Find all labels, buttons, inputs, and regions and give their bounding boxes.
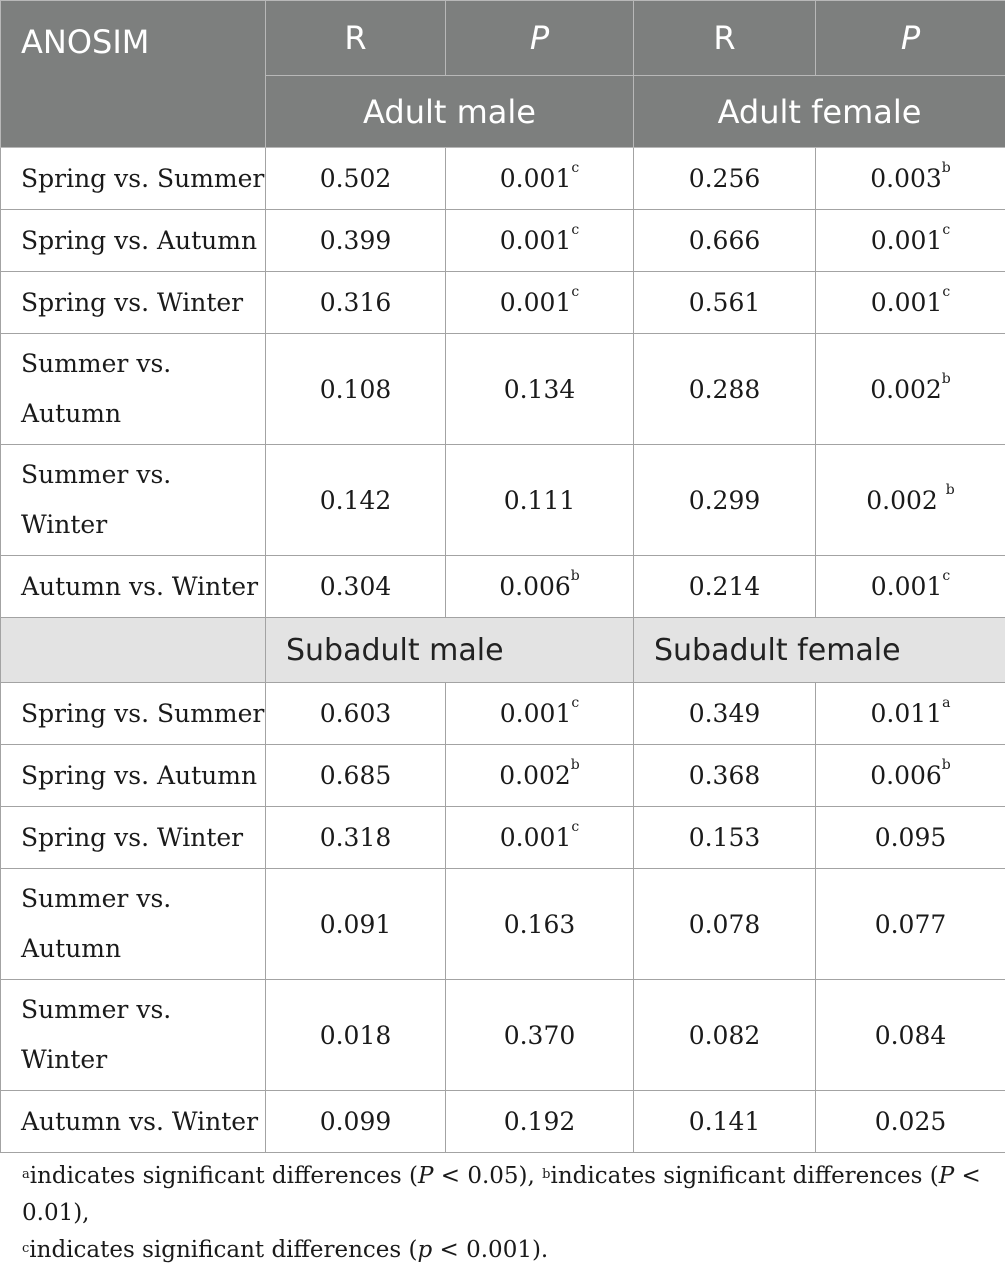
significance-mark: c [942,568,950,584]
p-value-right [816,334,1005,445]
comparison-label-value: Spring vs. Autumn [21,226,257,255]
r-value-left-value: 0.099 [320,1107,392,1136]
comparison-label-value: Summer vs. Autumn [21,349,171,428]
r-value-right-value: 0.368 [689,761,761,790]
footnote-a-post: < 0.05), [433,1163,542,1189]
table-row [1,1091,1005,1153]
p-value-left [446,272,634,334]
p-value-left-value: 0.192 [504,1107,576,1136]
p-value-right [816,807,1005,869]
r-value-right-value: 0.561 [689,288,761,317]
r-value-left-value: 0.685 [320,761,392,790]
significance-mark: b [946,482,955,498]
table-row [1,334,1005,445]
footnote-c-var: p [417,1237,432,1263]
p-value-right [816,210,1005,272]
r-value-right [634,445,816,556]
footnote-mark-b: b [542,1167,550,1182]
significance-mark: c [942,284,950,300]
r-value-left [266,745,446,807]
p-value-left [446,445,634,556]
r-value-left [266,334,446,445]
r-value-right [634,1091,816,1153]
p-value-left [446,807,634,869]
p-value-left [446,556,634,618]
comparison-label [1,1091,266,1153]
p-value-left [446,980,634,1091]
p-value-right [816,980,1005,1091]
p-value-left-value: 0.002 [499,761,571,790]
comparison-label [1,210,266,272]
table-row [1,445,1005,556]
p-value-right [816,1091,1005,1153]
r-value-right-value: 0.078 [689,910,761,939]
footnote-c-pre: indicates significant differences ( [29,1237,417,1263]
footnote-a-pre: indicates significant differences ( [30,1163,418,1189]
comparison-label-value: Autumn vs. Winter [21,572,258,601]
r-value-right [634,869,816,980]
r-value-left-value: 0.603 [320,699,392,728]
r-value-left [266,683,446,745]
p-value-right [816,272,1005,334]
p-value-right [816,869,1005,980]
r-value-left [266,869,446,980]
r-value-right-value: 0.299 [689,486,761,515]
table-row [1,683,1005,745]
comparison-label-value: Summer vs. Autumn [21,884,171,963]
table-row [1,807,1005,869]
r-value-left-value: 0.316 [320,288,392,317]
p-value-right-value: 0.002 [870,375,942,404]
comparison-label [1,334,266,445]
p-value-left [446,334,634,445]
comparison-label-value: Spring vs. Summer [21,164,264,193]
table-row [1,272,1005,334]
significance-mark: b [571,568,580,584]
group-header-subadult-female: Subadult female [634,618,1005,683]
significance-mark: c [571,695,579,711]
r-header-left: R [266,1,446,76]
corner-header: ANOSIM [1,1,266,148]
subheader-row [1,618,1005,683]
r-value-right [634,745,816,807]
comparison-label [1,869,266,980]
r-value-left [266,556,446,618]
r-value-right [634,148,816,210]
r-value-right-value: 0.666 [689,226,761,255]
p-value-left [446,210,634,272]
significance-mark: b [942,757,951,773]
group-header-adult-male: Adult male [266,76,634,148]
r-value-right-value: 0.153 [689,823,761,852]
p-value-right [816,556,1005,618]
comparison-label [1,683,266,745]
p-header-left: P [446,1,634,76]
r-value-right-value: 0.256 [689,164,761,193]
r-value-left-value: 0.091 [320,910,392,939]
comparison-label [1,272,266,334]
r-value-left-value: 0.304 [320,572,392,601]
r-value-left-value: 0.318 [320,823,392,852]
comparison-label-value: Summer vs. Winter [21,995,171,1074]
table-row [1,745,1005,807]
r-value-left-value: 0.502 [320,164,392,193]
r-value-right [634,683,816,745]
r-value-left-value: 0.108 [320,375,392,404]
p-value-left-value: 0.001 [500,226,572,255]
p-value-right-value: 0.095 [875,823,947,852]
p-value-right-value: 0.001 [871,226,943,255]
significance-mark: c [571,284,579,300]
p-value-left-value: 0.001 [500,164,572,193]
significance-mark: c [571,160,579,176]
footnote-mark-c: c [22,1241,29,1256]
r-value-right-value: 0.214 [689,572,761,601]
p-value-left [446,869,634,980]
comparison-label [1,445,266,556]
comparison-label [1,980,266,1091]
footnote-b-pre: indicates significant differences ( [550,1163,938,1189]
footnote-mark-a: a [22,1167,30,1182]
significance-mark: a [942,695,950,711]
comparison-label-value: Spring vs. Winter [21,823,243,852]
r-value-right [634,210,816,272]
p-value-right-value: 0.001 [871,288,943,317]
r-value-right [634,980,816,1091]
r-value-left [266,1091,446,1153]
p-value-left [446,683,634,745]
p-value-right-value: 0.084 [875,1021,947,1050]
significance-mark: c [571,819,579,835]
p-value-left-value: 0.163 [504,910,576,939]
comparison-label [1,807,266,869]
table-row [1,980,1005,1091]
r-value-left-value: 0.399 [320,226,392,255]
subheader-empty [1,618,266,683]
p-value-right [816,745,1005,807]
significance-mark: b [571,757,580,773]
comparison-label-value: Spring vs. Winter [21,288,243,317]
table-row [1,556,1005,618]
footnote-a-var: P [418,1163,433,1189]
p-value-left [446,1091,634,1153]
comparison-label-value: Spring vs. Autumn [21,761,257,790]
p-value-right [816,148,1005,210]
p-value-right-value: 0.011 [871,699,943,728]
footnote [22,1158,1002,1269]
r-value-right-value: 0.349 [689,699,761,728]
p-value-left-value: 0.001 [500,699,572,728]
significance-mark: c [571,222,579,238]
r-value-left [266,445,446,556]
table-row [1,148,1005,210]
r-value-right [634,272,816,334]
significance-mark: b [942,160,951,176]
footnote-c-post: < 0.001). [432,1237,548,1263]
p-value-right-value: 0.001 [871,572,943,601]
p-value-right-value: 0.025 [875,1107,947,1136]
group-header-subadult-male: Subadult male [266,618,634,683]
r-value-left [266,210,446,272]
comparison-label [1,148,266,210]
r-value-left [266,807,446,869]
p-value-left-value: 0.001 [500,823,572,852]
footnote-b-post: < 0.01), [22,1163,981,1226]
footnote-b-var: P [939,1163,954,1189]
p-value-left-value: 0.134 [504,375,576,404]
p-value-right-value: 0.077 [875,910,947,939]
r-value-right [634,334,816,445]
significance-mark: c [942,222,950,238]
p-value-right [816,445,1005,556]
comparison-label [1,745,266,807]
comparison-label [1,556,266,618]
r-header-right: R [634,1,816,76]
p-value-left [446,148,634,210]
significance-mark: b [942,371,951,387]
r-value-left [266,148,446,210]
p-value-left-value: 0.006 [499,572,571,601]
p-header-right: P [816,1,1005,76]
p-value-right-value: 0.006 [870,761,942,790]
r-value-right-value: 0.082 [689,1021,761,1050]
r-value-right [634,807,816,869]
r-value-left-value: 0.142 [320,486,392,515]
r-value-right-value: 0.288 [689,375,761,404]
r-value-left [266,272,446,334]
comparison-label-value: Autumn vs. Winter [21,1107,258,1136]
p-value-left [446,745,634,807]
p-value-right [816,683,1005,745]
p-value-right-value: 0.002 [866,486,946,515]
table-row [1,869,1005,980]
group-header-adult-female: Adult female [634,76,1005,148]
r-value-right-value: 0.141 [689,1107,761,1136]
p-value-left-value: 0.001 [500,288,572,317]
r-value-left [266,980,446,1091]
p-value-left-value: 0.111 [504,486,576,515]
comparison-label-value: Summer vs. Winter [21,460,171,539]
p-value-left-value: 0.370 [504,1021,576,1050]
table-row [1,210,1005,272]
comparison-label-value: Spring vs. Summer [21,699,264,728]
p-value-right-value: 0.003 [870,164,942,193]
r-value-right [634,556,816,618]
r-value-left-value: 0.018 [320,1021,392,1050]
